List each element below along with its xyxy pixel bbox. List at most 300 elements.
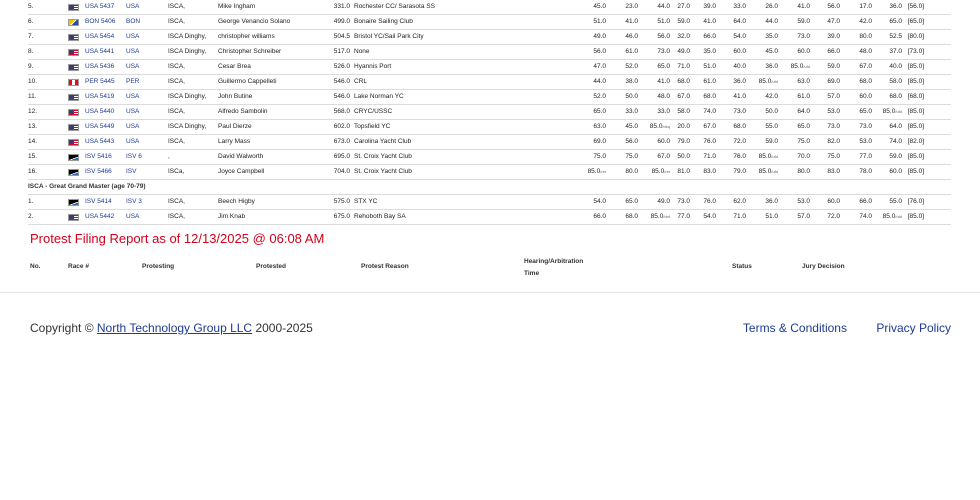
race-score: 26.0 xyxy=(765,3,778,10)
race-score: 80.0 xyxy=(625,168,638,175)
race-score: 71.0 xyxy=(733,213,746,220)
race-score: [85.0] xyxy=(907,213,924,220)
copyright xyxy=(30,321,313,335)
race-score: 61.0 xyxy=(625,48,638,55)
race-score: 44.0 xyxy=(765,18,778,25)
total-points: 499.0 xyxy=(333,18,350,25)
club-name: CRYC/USSC xyxy=(354,108,393,115)
race-score: [65.0] xyxy=(907,18,924,25)
total-points: 695.0 xyxy=(333,153,350,160)
race-score: 85.0/ret xyxy=(587,168,606,175)
race-score: 64.0 xyxy=(733,18,746,25)
race-score: 60.0 xyxy=(827,198,840,205)
boat-class: ISCA, xyxy=(168,108,185,115)
race-score: 58.0 xyxy=(677,108,690,115)
rank: 10. xyxy=(28,78,38,85)
race-score: 71.0 xyxy=(677,63,690,70)
nation-link[interactable]: ISV 3 xyxy=(126,198,142,205)
boat-class: , xyxy=(168,153,170,160)
club-name: St. Croix Yacht Club xyxy=(354,168,412,175)
boat-class: ISCA, xyxy=(168,138,185,145)
race-score: 53.0 xyxy=(797,198,810,205)
usa-flag-icon xyxy=(68,94,79,101)
race-score: 56.0 xyxy=(657,33,670,40)
per-flag-icon xyxy=(68,79,79,86)
nation-link[interactable]: USA xyxy=(126,213,140,220)
skipper-name: Joyce Campbell xyxy=(218,168,265,175)
company-link[interactable]: North Technology Group LLC xyxy=(96,321,253,335)
boat-class: ISCA, xyxy=(168,213,185,220)
race-score: 63.0 xyxy=(593,123,606,130)
total-points: 517.0 xyxy=(333,48,350,55)
race-score: 60.0 xyxy=(859,93,872,100)
sail-number-link[interactable]: ISV 5414 xyxy=(85,198,112,205)
total-points: 504.5 xyxy=(333,33,350,40)
race-score: 73.0 xyxy=(859,123,872,130)
usa-flag-icon xyxy=(68,214,79,221)
race-score: 60.0 xyxy=(889,168,902,175)
race-score: 73.0 xyxy=(797,33,810,40)
nation-link[interactable]: USA xyxy=(126,48,140,55)
penalty-code: /ufd xyxy=(771,154,778,159)
col-protest-reason: Protest Reason xyxy=(361,263,409,270)
rank: 11. xyxy=(28,93,37,100)
race-score: 83.0 xyxy=(703,168,716,175)
race-score: 62.0 xyxy=(733,198,746,205)
race-score: 48.0 xyxy=(657,93,670,100)
penalty-code: /ufd xyxy=(803,64,810,69)
boat-class: ISCA Dinghy, xyxy=(168,123,207,130)
skipper-name: Paul Dierze xyxy=(218,123,252,130)
skipper-name: Guillermo Cappelleti xyxy=(218,78,277,85)
table-row xyxy=(28,120,951,135)
race-score: [85.0] xyxy=(907,63,924,70)
sail-number-link[interactable]: USA 5436 xyxy=(85,63,115,70)
table-row xyxy=(28,0,951,15)
club-name: CRL xyxy=(354,78,368,85)
race-score: 33.0 xyxy=(625,108,638,115)
race-score: 52.5 xyxy=(889,33,902,40)
race-score: 56.0 xyxy=(625,138,638,145)
skipper-name: Christopher Schreiber xyxy=(218,48,282,55)
col-jury-decision: Jury Decision xyxy=(802,263,845,270)
race-score: 61.0 xyxy=(797,93,810,100)
rank: 13. xyxy=(28,123,38,130)
race-score: 83.0 xyxy=(827,168,840,175)
bon-flag-icon xyxy=(68,19,79,26)
sail-number-link[interactable]: USA 5440 xyxy=(85,108,115,115)
race-score: 36.0 xyxy=(765,198,778,205)
nation-link[interactable]: USA xyxy=(126,93,140,100)
race-score: 49.0 xyxy=(677,48,690,55)
usa-flag-icon xyxy=(68,4,79,11)
race-score: 67.0 xyxy=(657,153,670,160)
race-score: 85.0/dsq xyxy=(649,123,670,130)
club-name: STX YC xyxy=(354,198,378,205)
col-protested: Protested xyxy=(256,263,286,270)
race-score: 37.0 xyxy=(889,48,902,55)
rank: 9. xyxy=(28,63,34,70)
privacy-link[interactable]: Privacy Policy xyxy=(876,321,951,335)
table-row xyxy=(28,15,951,30)
skipper-name: christopher williams xyxy=(218,33,275,40)
race-score: 75.0 xyxy=(593,153,606,160)
race-score: 67.0 xyxy=(859,63,872,70)
penalty-code: /ufd xyxy=(895,214,902,219)
race-score: 52.0 xyxy=(625,63,638,70)
race-score: 85.0/ufd xyxy=(758,78,778,85)
protest-table-header xyxy=(28,254,951,282)
race-score: 85.0/dnf xyxy=(650,213,670,220)
club-name: None xyxy=(354,48,370,55)
isv-flag-icon xyxy=(68,154,79,161)
usa-flag-icon xyxy=(68,34,79,41)
race-score: 65.0 xyxy=(797,123,810,130)
sail-number-link[interactable]: PER 5445 xyxy=(85,78,115,85)
race-score: 85.0/ufd xyxy=(790,63,810,70)
race-score: 35.0 xyxy=(703,48,716,55)
race-score: 69.0 xyxy=(593,138,606,145)
penalty-code: /ufd xyxy=(771,79,778,84)
col-no: No. xyxy=(30,263,41,270)
race-score: 33.0 xyxy=(657,108,670,115)
penalty-code: /ret xyxy=(664,169,670,174)
race-score: 50.0 xyxy=(765,108,778,115)
race-score: 75.0 xyxy=(797,138,810,145)
race-score: 68.0 xyxy=(677,78,690,85)
race-score: 61.0 xyxy=(703,78,716,85)
race-score: 70.0 xyxy=(797,153,810,160)
nation-link[interactable]: USA xyxy=(126,63,140,70)
race-score: 85.0/ufd xyxy=(758,153,778,160)
table-row xyxy=(28,90,951,105)
race-score: 65.0 xyxy=(859,108,872,115)
nation-link[interactable]: USA xyxy=(126,108,140,115)
race-score: 59.0 xyxy=(889,153,902,160)
race-score: 46.0 xyxy=(625,33,638,40)
sail-number-link[interactable]: USA 5449 xyxy=(85,123,115,130)
sail-number-link[interactable]: USA 5419 xyxy=(85,93,115,100)
sail-number-link[interactable]: ISV 5466 xyxy=(85,168,112,175)
race-score: 73.0 xyxy=(657,48,670,55)
total-points: 546.0 xyxy=(333,78,350,85)
table-row xyxy=(28,165,951,180)
race-score: 35.0 xyxy=(765,33,778,40)
race-score: 17.0 xyxy=(859,3,872,10)
race-score: 68.0 xyxy=(889,93,902,100)
sail-number-link[interactable]: USA 5454 xyxy=(85,33,115,40)
race-score: 73.0 xyxy=(827,123,840,130)
table-row xyxy=(28,45,951,60)
footer-links xyxy=(717,321,951,335)
boat-class: ISCA Dinghy, xyxy=(168,48,207,55)
nation-link[interactable]: ISV 6 xyxy=(126,153,142,160)
club-name: Carolina Yacht Club xyxy=(354,138,412,145)
race-score: 65.0 xyxy=(593,108,606,115)
table-row xyxy=(28,105,951,120)
rank: 15. xyxy=(28,153,38,160)
usa-flag-icon xyxy=(68,139,79,146)
nation-link[interactable]: USA xyxy=(126,138,140,145)
race-score: 41.0 xyxy=(703,18,716,25)
total-points: 331.0 xyxy=(333,3,350,10)
rank: 1. xyxy=(28,198,34,205)
boat-class: ISCa, xyxy=(168,168,185,175)
skipper-name: Mike Ingham xyxy=(218,3,256,10)
sail-number-link[interactable]: BON 5406 xyxy=(85,18,116,25)
isv-flag-icon xyxy=(68,199,79,206)
race-score: 78.0 xyxy=(859,168,872,175)
boat-class: ISCA Dinghy, xyxy=(168,93,207,100)
race-score: 85.0/ret xyxy=(651,168,670,175)
rank: 12. xyxy=(28,108,38,115)
penalty-code: /dnf xyxy=(663,214,670,219)
total-points: 673.0 xyxy=(333,138,350,145)
race-score: 41.0 xyxy=(733,93,746,100)
total-points: 526.0 xyxy=(333,63,350,70)
race-score: 49.0 xyxy=(657,198,670,205)
club-name: Hyannis Port xyxy=(354,63,392,70)
race-score: 54.0 xyxy=(593,198,606,205)
race-score: 36.0 xyxy=(733,78,746,85)
race-score: 65.0 xyxy=(889,18,902,25)
race-score: 68.0 xyxy=(859,78,872,85)
club-name: Rochester CC/ Sarasota SS xyxy=(354,3,435,10)
race-score: 77.0 xyxy=(859,153,872,160)
race-score: 54.0 xyxy=(733,33,746,40)
usa-flag-icon xyxy=(68,124,79,131)
copyright-years: 2000-2025 xyxy=(255,321,313,335)
rank: 5. xyxy=(28,3,34,10)
skipper-name: Larry Mass xyxy=(218,138,251,145)
race-score: 59.0 xyxy=(765,138,778,145)
skipper-name: Cesar Brea xyxy=(218,63,251,70)
table-row xyxy=(28,75,951,90)
race-score: 49.0 xyxy=(593,33,606,40)
sail-number-link[interactable]: USA 5443 xyxy=(85,138,115,145)
penalty-code: /ufd xyxy=(771,169,778,174)
race-score: 60.0 xyxy=(733,48,746,55)
race-score: 58.0 xyxy=(889,78,902,85)
race-score: 65.0 xyxy=(657,63,670,70)
club-name: Bristol YC/Sail Park City xyxy=(354,33,424,40)
sail-number-link[interactable]: USA 5441 xyxy=(85,48,115,55)
race-score: 59.0 xyxy=(827,63,840,70)
table-row xyxy=(28,150,951,165)
sail-number-link[interactable]: USA 5437 xyxy=(85,3,115,10)
race-score: 45.0 xyxy=(765,48,778,55)
rank: 16. xyxy=(28,168,38,175)
race-score: [85.0] xyxy=(907,108,924,115)
club-name: Lake Norman YC xyxy=(354,93,404,100)
race-score: 45.0 xyxy=(625,123,638,130)
boat-class: ISCA, xyxy=(168,78,185,85)
usa-flag-icon xyxy=(68,49,79,56)
race-score: 76.0 xyxy=(733,153,746,160)
race-score: 54.0 xyxy=(703,213,716,220)
boat-class: ISCA, xyxy=(168,63,185,70)
race-score: 51.0 xyxy=(703,63,716,70)
nation-link[interactable]: USA xyxy=(126,3,140,10)
nation-link[interactable]: PER xyxy=(126,78,140,85)
race-score: 79.0 xyxy=(733,168,746,175)
nation-link[interactable]: ISV xyxy=(126,168,137,175)
skipper-name: Jim Knab xyxy=(218,213,246,220)
total-points: 602.0 xyxy=(333,123,350,130)
race-score: 47.0 xyxy=(593,63,606,70)
col-status: Status xyxy=(732,263,752,270)
race-score: 56.0 xyxy=(593,48,606,55)
race-score: 47.0 xyxy=(827,18,840,25)
group-title: ISCA - Great Grand Master (age 70-79) xyxy=(28,180,951,195)
race-score: 66.0 xyxy=(593,213,606,220)
race-score: 85.0/ufd xyxy=(882,108,902,115)
race-score: 77.0 xyxy=(677,213,690,220)
race-score: [68.0] xyxy=(907,93,924,100)
race-score: 64.0 xyxy=(889,123,902,130)
race-score: 72.0 xyxy=(827,213,840,220)
race-score: 69.0 xyxy=(827,78,840,85)
race-score: 51.0 xyxy=(765,213,778,220)
race-score: 23.0 xyxy=(625,3,638,10)
race-score: 76.0 xyxy=(703,138,716,145)
race-score: 50.0 xyxy=(625,93,638,100)
club-name: St. Croix Yacht Club xyxy=(354,153,412,160)
race-score: 20.0 xyxy=(677,123,690,130)
race-score: 39.0 xyxy=(827,33,840,40)
race-score: 44.0 xyxy=(657,3,670,10)
race-score: 72.0 xyxy=(733,138,746,145)
race-score: 73.0 xyxy=(677,198,690,205)
results-table xyxy=(28,0,951,225)
race-score: 68.0 xyxy=(703,93,716,100)
race-score: 66.0 xyxy=(827,48,840,55)
race-score: [82.0] xyxy=(907,138,924,145)
table-row xyxy=(28,60,951,75)
race-score: 42.0 xyxy=(859,18,872,25)
race-score: 36.0 xyxy=(765,63,778,70)
race-score: 67.0 xyxy=(703,123,716,130)
rank: 7. xyxy=(28,33,34,40)
table-row xyxy=(28,30,951,45)
skipper-name: Beech Higby xyxy=(218,198,255,205)
sail-number-link[interactable]: ISV 5416 xyxy=(85,153,112,160)
race-score: 38.0 xyxy=(625,78,638,85)
race-score: 41.0 xyxy=(797,3,810,10)
skipper-name: John Butine xyxy=(218,93,253,100)
col-race: Race # xyxy=(68,263,89,270)
race-score: 41.0 xyxy=(625,18,638,25)
race-score: 76.0 xyxy=(703,198,716,205)
race-score: 59.0 xyxy=(797,18,810,25)
isv-flag-icon xyxy=(68,169,79,176)
race-score: 45.0 xyxy=(593,3,606,10)
nation-link[interactable]: USA xyxy=(126,33,140,40)
race-score: 85.0/ufd xyxy=(882,213,902,220)
race-score: 33.0 xyxy=(733,3,746,10)
total-points: 704.0 xyxy=(333,168,350,175)
race-score: 55.0 xyxy=(765,123,778,130)
total-points: 568.0 xyxy=(333,108,350,115)
usa-flag-icon xyxy=(68,109,79,116)
race-score: 51.0 xyxy=(657,18,670,25)
total-points: 675.0 xyxy=(333,213,350,220)
race-score: 60.0 xyxy=(657,138,670,145)
boat-class: ISCA Dinghy, xyxy=(168,33,207,40)
club-name: Topsfield YC xyxy=(354,123,391,130)
race-score: 68.0 xyxy=(733,123,746,130)
race-score: 57.0 xyxy=(827,93,840,100)
race-score: 73.0 xyxy=(733,108,746,115)
race-score: 42.0 xyxy=(765,93,778,100)
race-score: 67.0 xyxy=(677,93,690,100)
race-score: [85.0] xyxy=(907,168,924,175)
race-score: 40.0 xyxy=(733,63,746,70)
rank: 6. xyxy=(28,18,34,25)
race-score: 39.0 xyxy=(703,3,716,10)
race-score: 66.0 xyxy=(703,33,716,40)
footer-divider xyxy=(0,292,980,293)
race-score: 75.0 xyxy=(827,153,840,160)
nation-link[interactable]: USA xyxy=(126,123,140,130)
race-score: 82.0 xyxy=(827,138,840,145)
race-score: 59.0 xyxy=(677,18,690,25)
race-score: 44.0 xyxy=(593,78,606,85)
race-score: 53.0 xyxy=(827,108,840,115)
table-row xyxy=(28,195,951,210)
race-score: [80.0] xyxy=(907,33,924,40)
penalty-code: /ret xyxy=(600,169,606,174)
race-score: 51.0 xyxy=(593,18,606,25)
copyright-prefix: Copyright © xyxy=(30,321,94,335)
race-score: 63.0 xyxy=(797,78,810,85)
race-score: 36.0 xyxy=(889,3,902,10)
race-score: [85.0] xyxy=(907,123,924,130)
nation-link[interactable]: BON xyxy=(126,18,141,25)
club-name: Rehoboth Bay SA xyxy=(354,213,406,220)
race-score: 66.0 xyxy=(859,198,872,205)
penalty-code: /dsq xyxy=(662,124,670,129)
race-score: 75.0 xyxy=(625,153,638,160)
race-score: 50.0 xyxy=(677,153,690,160)
race-score: 52.0 xyxy=(593,93,606,100)
race-score: 85.0/ufd xyxy=(758,168,778,175)
race-score: 56.0 xyxy=(827,3,840,10)
race-score: 71.0 xyxy=(703,153,716,160)
boat-class: ISCA, xyxy=(168,18,185,25)
rank: 8. xyxy=(28,48,34,55)
skipper-name: George Venancio Solano xyxy=(218,18,291,25)
usa-flag-icon xyxy=(68,64,79,71)
race-score: [56.0] xyxy=(907,3,924,10)
sail-number-link[interactable]: USA 5442 xyxy=(85,213,115,220)
race-score: 32.0 xyxy=(677,33,690,40)
penalty-code: /ufd xyxy=(895,109,902,114)
race-score: 81.0 xyxy=(677,168,690,175)
race-score: 74.0 xyxy=(859,213,872,220)
col-hearing-time: Hearing/Arbitration Time xyxy=(524,258,584,277)
boat-class: ISCA, xyxy=(168,3,185,10)
terms-link[interactable]: Terms & Conditions xyxy=(742,321,847,335)
race-score: 40.0 xyxy=(889,63,902,70)
race-score: 55.0 xyxy=(889,198,902,205)
race-score: [73.0] xyxy=(907,48,924,55)
table-row xyxy=(28,210,951,225)
total-points: 575.0 xyxy=(333,198,350,205)
race-score: 64.0 xyxy=(797,108,810,115)
boat-class: ISCA, xyxy=(168,198,185,205)
race-score: [76.0] xyxy=(907,198,924,205)
